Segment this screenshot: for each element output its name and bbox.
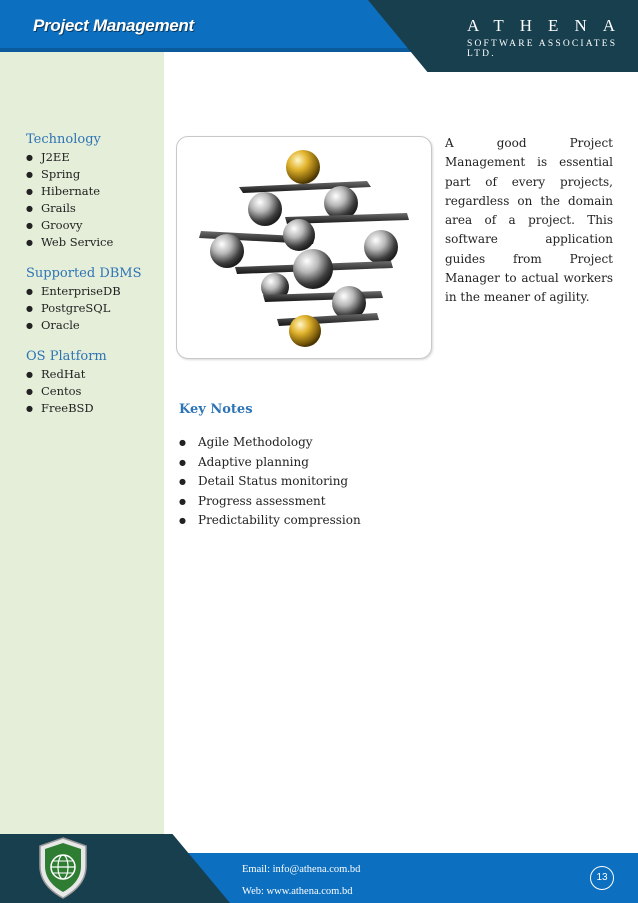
brand-name: ATHENA xyxy=(467,16,631,35)
list-item: ● J2EE xyxy=(26,149,166,166)
sidebar-section-os xyxy=(26,349,166,417)
sidebar-section-dbms xyxy=(26,266,166,334)
footer-panel xyxy=(0,834,230,903)
section-heading: OS Platform xyxy=(26,349,107,364)
list-item: ● Web Service xyxy=(26,234,166,251)
balance-illustration xyxy=(176,136,432,359)
list-item: ● Progress assessment xyxy=(179,492,361,512)
footer-website[interactable]: Web: www.athena.com.bd xyxy=(242,886,353,897)
list-item: ● Groovy xyxy=(26,217,166,234)
list-item: ● Hibernate xyxy=(26,183,166,200)
intro-paragraph: A good Project Management is essential part of every projects, regardless on the domain area of a project. This software application guides from Project Manager to actual workers in the meaner of agility. xyxy=(445,136,613,305)
list-item: ● Grails xyxy=(26,200,166,217)
page-title: Project Management xyxy=(33,16,194,35)
key-notes-heading: Key Notes xyxy=(179,402,253,417)
list-item: ● Centos xyxy=(26,383,166,400)
list-item: ● Spring xyxy=(26,166,166,183)
list-item: ● PostgreSQL xyxy=(26,300,166,317)
technology-list xyxy=(26,149,166,251)
list-item: ● Detail Status monitoring xyxy=(179,472,361,492)
list-item: ● Agile Methodology xyxy=(179,433,361,453)
section-heading: Supported DBMS xyxy=(26,266,142,281)
sidebar-section-technology xyxy=(26,132,166,251)
page-number: 13 xyxy=(590,866,614,890)
footer-email[interactable]: Email: info@athena.com.bd xyxy=(242,864,361,875)
list-item: ● Adaptive planning xyxy=(179,453,361,473)
list-item: ● Oracle xyxy=(26,317,166,334)
list-item: ● Predictability compression xyxy=(179,511,361,531)
dbms-list xyxy=(26,283,166,334)
brand-subtitle: SOFTWARE ASSOCIATES LTD. xyxy=(467,39,618,59)
os-list xyxy=(26,366,166,417)
shield-globe-icon xyxy=(36,836,90,900)
brand-panel xyxy=(368,0,638,72)
section-heading: Technology xyxy=(26,132,101,147)
list-item: ● FreeBSD xyxy=(26,400,166,417)
list-item: ● EnterpriseDB xyxy=(26,283,166,300)
list-item: ● RedHat xyxy=(26,366,166,383)
balancing-spheres-image xyxy=(177,137,431,358)
key-notes-list xyxy=(179,433,361,531)
